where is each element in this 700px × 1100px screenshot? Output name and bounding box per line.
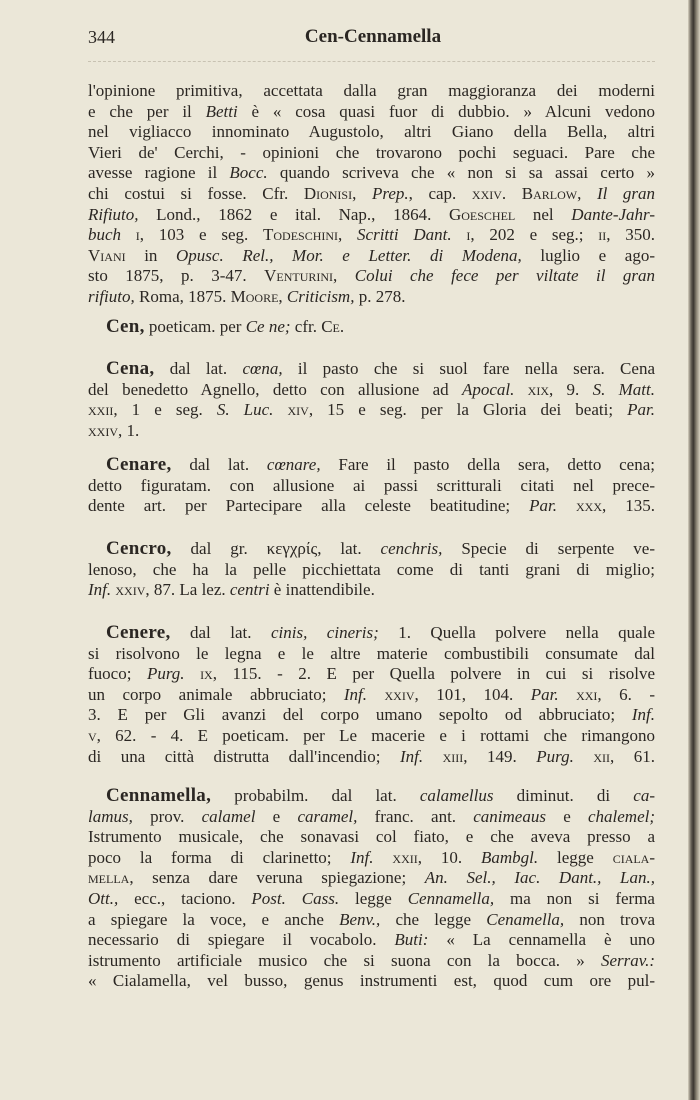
text-line [88,827,655,848]
text-run: a spiegare la voce, e anche [88,909,340,929]
text-line [88,287,655,308]
text-run: , [338,225,358,245]
italic-text: Bocc. [229,163,268,183]
small-caps-text: mella [88,868,130,888]
text-line [88,539,655,560]
text-run: , senza dare veruna spiegazione; [129,868,425,888]
small-caps-text: Venturini [264,266,334,286]
italic-text: calamel [201,806,256,826]
text-run: di una città distrutta dall'incendio; [88,746,400,766]
italic-text: Par. [529,496,558,516]
text-run: necessario di spiegare il vocabolo. [88,930,395,950]
text-run: avesse ragione il [88,163,230,183]
text-run [367,685,384,704]
italic-text: Inf. [350,847,374,867]
text-run: detto figuratam. con allusione ai passi scritturali citati nel prece- [88,475,655,495]
italic-text: Cennamella, [407,888,495,908]
text-line [88,560,655,581]
italic-text: Serrav.: [601,950,655,970]
text-run: dente art. per Partecipare alla celeste beatitudine; [88,496,530,516]
text-run [273,400,287,419]
italic-text: Criticism, [286,286,355,306]
text-run: diminut. di [493,786,634,805]
text-line [88,951,655,972]
text-run: , 61. [610,746,655,766]
italic-text: Benv., [339,909,381,929]
entry-cencro [88,539,655,601]
text-run: chi costui si fosse. Cfr. [88,183,304,203]
entry-cenere [88,623,655,767]
text-run: dal lat. [170,623,271,642]
italic-text: calamellus [419,786,494,805]
italic-text: lamus, [88,806,133,826]
italic-text: Rifiuto, [88,204,139,224]
text-run [574,747,593,766]
text-line [88,786,655,807]
text-run: nel [515,204,572,224]
small-caps-text: Moore [230,286,279,306]
text-line [88,910,655,931]
entry-headword: Cenare, [106,454,172,475]
entry-headword: Cen, [106,316,145,337]
text-run: , 1 e seg. [113,400,217,420]
text-run [374,848,393,867]
italic-text: Opusc. Rel., Mor. e Letter. di Modena, [176,245,522,265]
text-run: lenoso, che ha la pelle picchiettata come di tanti grani di miglio; [88,559,655,579]
small-caps-text: i [135,225,140,245]
continued-paragraph [88,81,655,308]
entry-cen [88,317,655,338]
small-caps-text: xiv [287,400,309,420]
italic-text: caramel, [297,806,358,826]
text-run: , 62. - 4. E poeticam. per Le macerie e i rottami che rimangono [96,725,655,745]
small-caps-text: xxx [576,496,603,516]
text-line [88,380,655,401]
text-line [88,930,655,951]
small-caps-text: xix [527,379,549,399]
text-line [88,317,655,338]
italic-text: ca- [633,786,655,805]
italic-text: chalemel; [587,806,656,826]
text-run: , 15 e seg. per la Gloria dei beati; [308,400,628,420]
small-caps-text: Dionisi [303,183,353,203]
text-line [88,580,655,601]
text-run: legge [339,888,408,908]
text-run: , 149. [463,746,537,766]
text-run: 3. E per Gli avanzi del corpo umano sepolto od abbruciato; [88,705,632,725]
running-title: Cen-Cennamella [304,26,442,47]
text-run: si risolvono le legna e le altre materie combustibili consumate dal [88,643,655,663]
text-run: è inattendibile. [269,580,375,600]
italic-text: An. Sel., Iac. Dant., Lan., [424,868,655,888]
text-run: franc. ant. [357,806,474,826]
text-run: , 10. [417,847,481,867]
small-caps-text: Ce [321,317,340,336]
italic-text: Par. [627,400,656,420]
small-caps-text: Viani [88,245,126,265]
text-line [88,644,655,665]
text-run [423,747,442,766]
text-run [185,664,201,683]
header-rule [88,61,655,62]
text-line [88,848,655,869]
text-run: , 350. [606,225,656,245]
text-run: dal gr. κεγχρίς, lat. [171,539,381,558]
text-line [88,868,655,889]
text-run: , [333,266,355,286]
small-caps-text: ix [200,664,213,684]
text-run: , [577,183,597,203]
text-run: nel vigliacco innominato Augustolo, altri Giano della Bella, altri [88,122,655,142]
small-caps-text: xii [593,746,611,766]
text-line [88,143,655,164]
small-caps-text: xxi [576,684,598,704]
text-run [557,496,576,515]
text-run: il pasto che si suol fare nella sera. Cena [282,359,655,378]
italic-text: buch [88,225,122,245]
italic-text: canimeaus [473,806,546,826]
italic-text: cœna, [242,359,283,378]
text-line [88,102,655,123]
text-line [88,476,655,497]
small-caps-text: xxii [392,847,418,867]
text-line [88,122,655,143]
text-run: Vieri de' Cerchi, - opinioni che trovarono pochi seguaci. Pare che [88,142,655,162]
text-run: . [501,183,522,203]
text-run: dal lat. [154,359,243,378]
text-run: sto 1875, p. 3-47. [88,266,265,286]
text-line [88,421,655,442]
text-run: « Cialamella, vel busso, genus instrumenti est, quod cum ore pul- [88,971,655,991]
text-run [514,380,527,399]
small-caps-text: xxii [88,400,114,420]
entry-cennamella [88,786,655,992]
entry-cena [88,359,655,441]
entry-headword: Cenere, [106,622,171,643]
italic-text: Cenamella, [486,909,565,929]
text-run: Lond., 1862 e ital. Nap., 1864. [138,204,449,224]
text-run: Istrumento musicale, che sonavasi col fiato, e che aveva presso a [88,827,655,847]
italic-text: Purg. [146,664,185,684]
italic-text: Ce ne; [245,317,291,336]
italic-text: Apocal. [461,379,515,399]
small-caps-text: xxiv [384,684,415,704]
text-run [452,225,467,244]
book-binding-edge [688,0,700,1100]
text-run: fuoco; [88,664,147,684]
small-caps-text: xiii [442,746,464,766]
small-caps-text: Goeschel [448,204,516,224]
text-line [88,163,655,184]
text-run: Specie di serpente ve- [442,539,655,558]
italic-text: Inf. [88,580,112,600]
text-line [88,685,655,706]
text-line [88,726,655,747]
entry-headword: Cennamella, [106,785,212,806]
text-line [88,266,655,287]
text-run: legge [538,847,613,867]
text-run: in [125,245,177,265]
text-run: e che per il [88,101,206,121]
text-run: prov. [132,806,202,826]
text-run: istrumento artificiale musico che si suona con la bocca. » [88,950,602,970]
italic-text: Dante-Jahr- [571,204,655,224]
text-line [88,807,655,828]
text-run: è « cosa quasi fuor di dubbio. » Alcuni vedono [237,101,655,121]
text-line [88,889,655,910]
text-run: 1. Quella polvere nella quale [378,623,655,642]
italic-text: Inf. [343,684,368,704]
italic-text: Buti: [394,930,429,950]
text-run: , 115. - 2. E per Quella polvere in cui si risolve [212,664,655,684]
text-run: Roma, 1875. [134,286,231,306]
text-run: cfr. [290,317,322,336]
small-caps-text: xxiv [471,183,502,203]
text-run [559,685,576,704]
italic-text: Inf. [399,746,424,766]
text-run: e [255,806,298,826]
small-caps-text: Barlow [521,183,578,203]
text-run: probabilm. dal lat. [211,786,420,805]
small-caps-text: v [88,725,97,745]
text-line [88,225,655,246]
italic-text: cinis, cineris; [270,623,379,642]
italic-text: cœnare, [266,455,321,474]
text-run: luglio e ago- [521,245,656,265]
text-run: p. 278. [354,286,406,306]
entry-headword: Cena, [106,358,155,379]
text-run: poco la forma di clarinetto; [88,847,351,867]
text-run: del benedetto Agnello, detto con allusione ad [88,379,462,399]
text-run: , 101, 104. [414,684,531,704]
text-line [88,705,655,726]
italic-text: Prep. [371,183,409,203]
text-run: , 103 e seg. [139,225,263,245]
text-run: quando scriveva che « non si sa assai certo » [267,163,655,183]
text-line [88,205,655,226]
text-line [88,623,655,644]
small-caps-text: Todeschini [262,225,339,245]
small-caps-text: xxiv [88,420,118,440]
text-run: , 87. La lez. [145,580,230,600]
text-run: , 6. - [597,684,656,704]
italic-text: Purg. [536,746,574,766]
page-number: 344 [88,27,115,47]
italic-text: centri [229,580,270,600]
text-run: un corpo animale abbruciato; [88,684,344,704]
text-line [88,246,655,267]
text-run: , 135. [602,496,656,516]
text-run: ma non si ferma [494,888,655,908]
text-run [121,225,136,244]
italic-text: cenchris, [380,539,443,558]
text-line [88,81,655,102]
text-line [88,496,655,517]
entry-cenare [88,455,655,517]
italic-text: S. Matt. [592,379,655,399]
text-line [88,184,655,205]
italic-text: Il gran [596,183,656,203]
text-run: , 202 e seg.; [470,225,599,245]
italic-text: S. Luc. [216,400,274,420]
text-line [88,747,655,768]
italic-text: Bambgl. [480,847,539,867]
italic-text: Ott., [88,888,119,908]
text-run: l'opinione primitiva, accettata dalla gran maggioranza dei moderni [88,81,655,100]
text-line [88,664,655,685]
text-run: poeticam. per [144,317,246,336]
text-run: dal lat. [171,455,267,474]
text-line [88,400,655,421]
text-line [88,971,655,992]
text-run: , [278,286,287,306]
italic-text: rifiuto, [88,286,135,306]
text-run: che legge [380,909,487,929]
small-caps-text: ciala- [612,847,656,867]
italic-text: Betti [205,101,238,121]
text-run: Fare il pasto della sera, detto cena; [320,455,655,474]
italic-text: Scritti Dant. [357,225,452,245]
text-run: . [339,317,345,336]
text-run: non trova [564,909,655,929]
text-run: , 1. [118,420,140,440]
italic-text: Inf. [631,705,655,725]
text-run: ecc., taciono. [118,888,252,908]
text-line [88,455,655,476]
text-line [88,359,655,380]
italic-text: Post. Cass. [251,888,340,908]
small-caps-text: i [466,225,471,245]
text-run: e [545,806,588,826]
text-run: , cap. [408,183,472,203]
text-run: « La cennamella è uno [428,930,656,950]
text-run: , [352,183,372,203]
entry-headword: Cencro, [106,538,172,559]
italic-text: Colui che fece per viltate il gran [354,266,655,286]
small-caps-text: xxiv [115,580,146,600]
italic-text: Par. [530,684,559,704]
small-caps-text: ii [598,225,607,245]
text-run: , 9. [549,379,593,399]
